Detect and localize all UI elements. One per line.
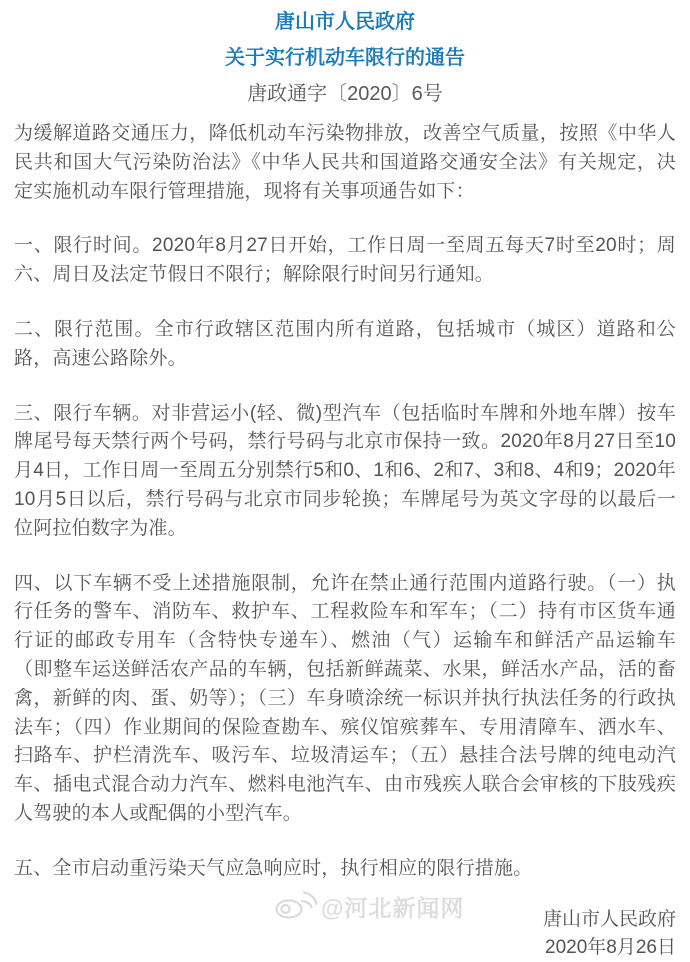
notice-item-1: 一、限行时间。2020年8月27日开始，工作日周一至周五每天7时至20时；周六、周日及法定节假日不限行；解除限行时间另行通知。 bbox=[14, 235, 676, 286]
signature-block bbox=[14, 906, 676, 962]
issuer-title: 唐山市人民政府 bbox=[275, 11, 415, 33]
notice-item-3: 三、限行车辆。对非营运小(轻、微)型汽车（包括临时车牌和外地车牌）按车牌尾号每天禁行两个号码，禁行号码与北京市保持一致。2020年8月27日至10月4日，工作日周一至周五分别禁行5和0、1和6、2和7、3和8、4和9；2020年10月5日以后，禁行号码与北京市同步轮换；车牌尾号为英文字母的以最后一位阿拉伯数字为准。 bbox=[14, 402, 676, 539]
notice-item-4: 四、以下车辆不受上述措施限制，允许在禁止通行范围内道路行驶。（一）执行任务的警车、消防车、救护车、工程救险车和军车；（二）持有市区货车通行证的邮政专用车（含特快专递车）、燃油（气）运输车和鲜活产品运输车（即整车运送鲜活农产品的车辆，包括新鲜蔬菜、水果，鲜活水产品，活的畜禽，新鲜的肉、蛋、奶等）；（三）车身喷涂统一标识并执行执法任务的行政执法车；（四）作业期间的保险查勘车、殡仪馆殡葬车、专用清障车、洒水车、扫路车、护栏清洗车、吸污车、垃圾清运车；（五）悬挂合法号牌的纯电动汽车、插电式混合动力汽车、燃料电池汽车、由市残疾人联合会审核的下肢残疾人驾驶的本人或配偶的小型汽车。 bbox=[14, 572, 676, 824]
notice-item-5: 五、全市启动重污染天气应急响应时，执行相应的限行措施。 bbox=[14, 857, 533, 879]
watermark-text: @河北新闻网 bbox=[321, 895, 465, 921]
notice-intro: 为缓解道路交通压力，降低机动车污染物排放，改善空气质量，按照《中华人民共和国大气污染防治法》《中华人民共和国道路交通安全法》有关规定，决定实施机动车限行管理措施，现将有关事项通告如下： bbox=[14, 123, 676, 202]
doc-number: 唐政通字〔2020〕6号 bbox=[247, 83, 443, 105]
notice-item-2: 二、限行范围。全市行政辖区范围内所有道路，包括城市（城区）道路和公路，高速公路除外。 bbox=[14, 318, 676, 369]
signature-org: 唐山市人民政府 bbox=[542, 908, 676, 930]
notice-title: 关于实行机动车限行的通告 bbox=[225, 47, 465, 69]
signature-date: 2020年8月26日 bbox=[545, 936, 676, 958]
